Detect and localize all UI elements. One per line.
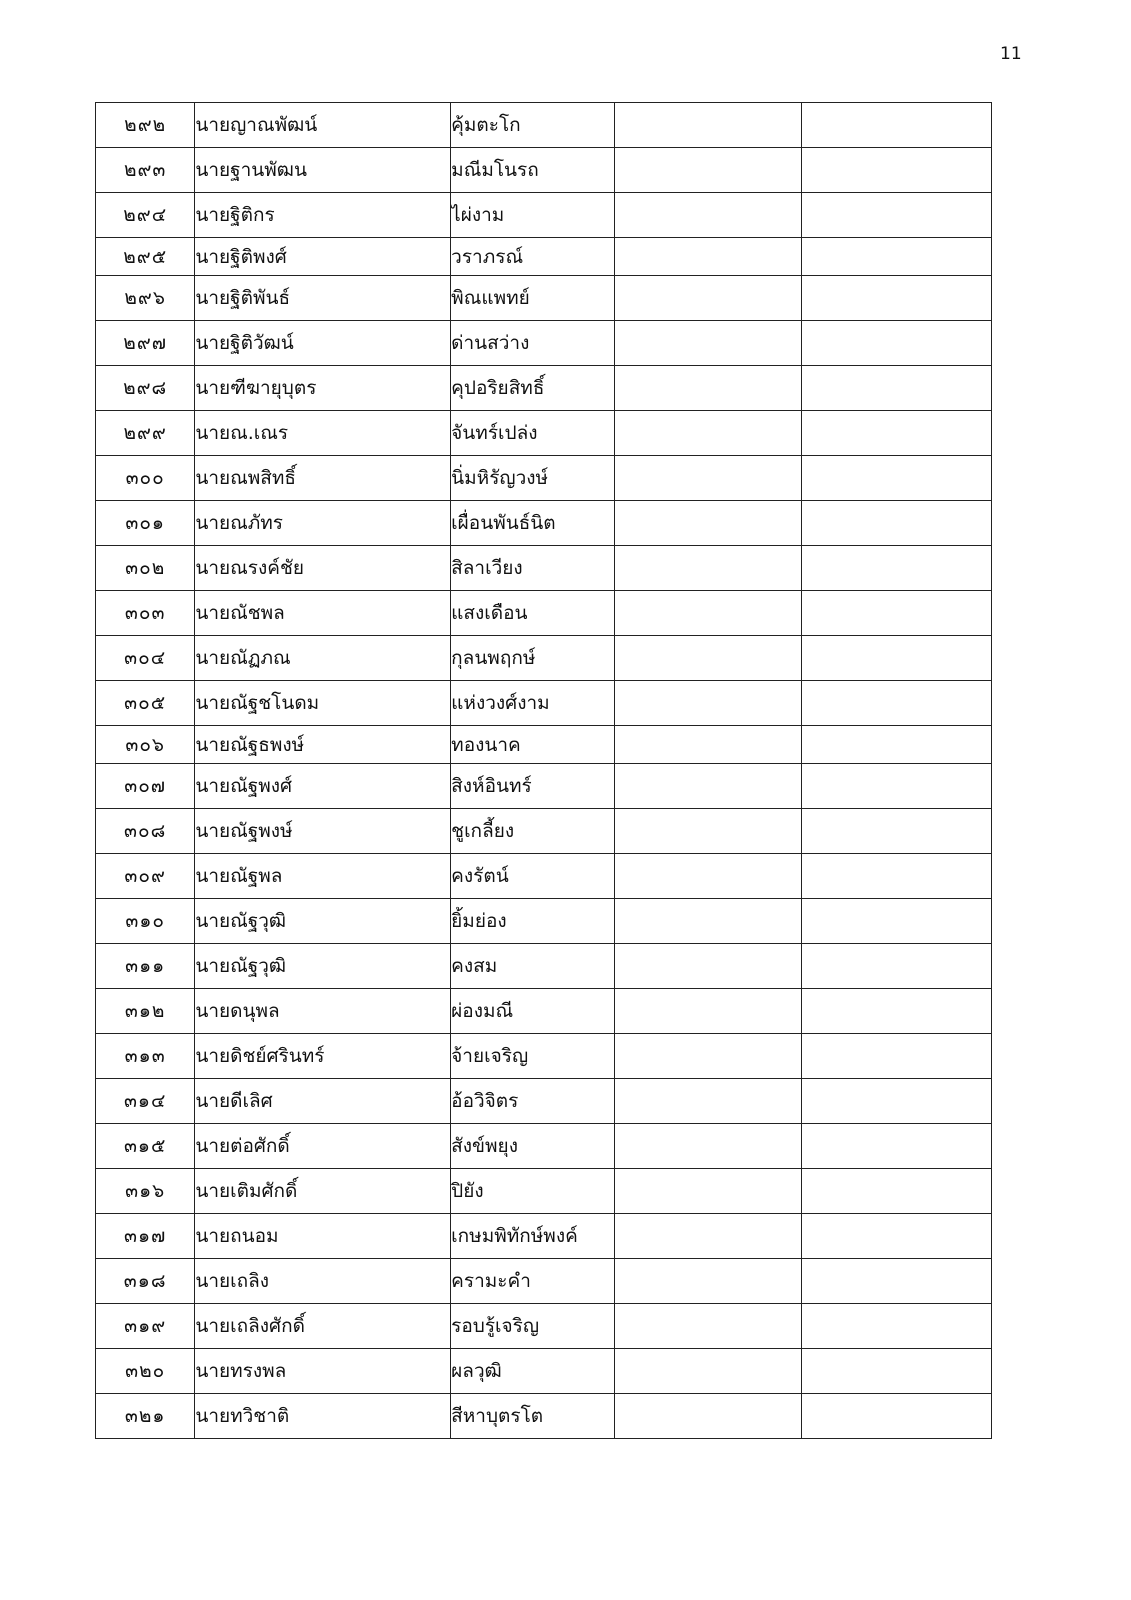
first-name-cell: นายณ.เณร	[195, 411, 451, 456]
empty-cell-1	[614, 854, 802, 899]
last-name-cell: ผ่องมณี	[451, 989, 615, 1034]
empty-cell-2	[802, 501, 992, 546]
table-row	[96, 989, 992, 1034]
row-number-cell: ๒๙๘	[96, 366, 195, 411]
empty-cell-1	[614, 103, 802, 148]
last-name-cell: เผื่อนพันธ์นิต	[451, 501, 615, 546]
empty-cell-2	[802, 276, 992, 321]
first-name-cell: นายฐิติพงศ์	[195, 238, 451, 276]
empty-cell-2	[802, 1124, 992, 1169]
table-row	[96, 1169, 992, 1214]
last-name-cell: อ้อวิจิตร	[451, 1079, 615, 1124]
row-number-cell: ๓๐๓	[96, 591, 195, 636]
empty-cell-1	[614, 456, 802, 501]
first-name-cell: นายณภัทร	[195, 501, 451, 546]
last-name-cell: ไผ่งาม	[451, 193, 615, 238]
table-row	[96, 1214, 992, 1259]
empty-cell-2	[802, 1349, 992, 1394]
empty-cell-1	[614, 1214, 802, 1259]
table-row	[96, 1034, 992, 1079]
first-name-cell: นายณรงค์ชัย	[195, 546, 451, 591]
row-number-cell: ๒๙๗	[96, 321, 195, 366]
table-row	[96, 1394, 992, 1439]
empty-cell-1	[614, 809, 802, 854]
table-row	[96, 103, 992, 148]
table-row	[96, 1259, 992, 1304]
table-row	[96, 899, 992, 944]
empty-cell-1	[614, 501, 802, 546]
empty-cell-2	[802, 546, 992, 591]
last-name-cell: ครามะคำ	[451, 1259, 615, 1304]
row-number-cell: ๓๑๑	[96, 944, 195, 989]
table-row	[96, 1304, 992, 1349]
table-row	[96, 591, 992, 636]
empty-cell-1	[614, 276, 802, 321]
empty-cell-1	[614, 148, 802, 193]
empty-cell-2	[802, 944, 992, 989]
table-row	[96, 546, 992, 591]
row-number-cell: ๓๐๗	[96, 764, 195, 809]
row-number-cell: ๓๑๘	[96, 1259, 195, 1304]
first-name-cell: นายฐิติพันธ์	[195, 276, 451, 321]
table-row	[96, 726, 992, 764]
empty-cell-1	[614, 726, 802, 764]
row-number-cell: ๒๙๕	[96, 238, 195, 276]
empty-cell-2	[802, 1214, 992, 1259]
empty-cell-2	[802, 1259, 992, 1304]
last-name-cell: แสงเดือน	[451, 591, 615, 636]
table-row	[96, 276, 992, 321]
empty-cell-2	[802, 366, 992, 411]
empty-cell-2	[802, 854, 992, 899]
first-name-cell: นายทวิชาติ	[195, 1394, 451, 1439]
last-name-cell: คงรัตน์	[451, 854, 615, 899]
empty-cell-2	[802, 1034, 992, 1079]
empty-cell-1	[614, 1169, 802, 1214]
last-name-cell: สังข์พยุง	[451, 1124, 615, 1169]
first-name-cell: นายต่อศักดิ์	[195, 1124, 451, 1169]
row-number-cell: ๓๑๙	[96, 1304, 195, 1349]
first-name-cell: นายณัฐธพงษ์	[195, 726, 451, 764]
last-name-cell: มณีมโนรถ	[451, 148, 615, 193]
row-number-cell: ๓๑๓	[96, 1034, 195, 1079]
first-name-cell: นายณัฐพงศ์	[195, 764, 451, 809]
first-name-cell: นายณัฐชโนดม	[195, 681, 451, 726]
empty-cell-1	[614, 636, 802, 681]
empty-cell-1	[614, 193, 802, 238]
empty-cell-1	[614, 764, 802, 809]
last-name-cell: รอบรู้เจริญ	[451, 1304, 615, 1349]
empty-cell-2	[802, 148, 992, 193]
empty-cell-2	[802, 726, 992, 764]
last-name-cell: ชูเกลี้ยง	[451, 809, 615, 854]
first-name-cell: นายฐานพัฒน	[195, 148, 451, 193]
table-row	[96, 764, 992, 809]
empty-cell-1	[614, 1304, 802, 1349]
row-number-cell: ๓๐๙	[96, 854, 195, 899]
empty-cell-2	[802, 681, 992, 726]
row-number-cell: ๓๑๐	[96, 899, 195, 944]
empty-cell-2	[802, 103, 992, 148]
row-number-cell: ๓๐๐	[96, 456, 195, 501]
empty-cell-1	[614, 899, 802, 944]
row-number-cell: ๒๙๙	[96, 411, 195, 456]
empty-cell-2	[802, 411, 992, 456]
row-number-cell: ๓๒๑	[96, 1394, 195, 1439]
empty-cell-1	[614, 944, 802, 989]
row-number-cell: ๒๙๔	[96, 193, 195, 238]
empty-cell-1	[614, 321, 802, 366]
row-number-cell: ๓๐๖	[96, 726, 195, 764]
table-row	[96, 456, 992, 501]
empty-cell-1	[614, 366, 802, 411]
last-name-cell: กุลนพฤกษ์	[451, 636, 615, 681]
empty-cell-1	[614, 1349, 802, 1394]
last-name-cell: นิ่มหิรัญวงษ์	[451, 456, 615, 501]
table-row	[96, 681, 992, 726]
empty-cell-1	[614, 1079, 802, 1124]
table-row	[96, 809, 992, 854]
empty-cell-2	[802, 899, 992, 944]
last-name-cell: จันทร์เปล่ง	[451, 411, 615, 456]
first-name-cell: นายณพสิทธิ์	[195, 456, 451, 501]
first-name-cell: นายฐิติวัฒน์	[195, 321, 451, 366]
empty-cell-2	[802, 764, 992, 809]
table-row	[96, 1124, 992, 1169]
first-name-cell: นายดนุพล	[195, 989, 451, 1034]
empty-cell-1	[614, 546, 802, 591]
empty-cell-1	[614, 989, 802, 1034]
last-name-cell: ปิยัง	[451, 1169, 615, 1214]
first-name-cell: นายเถลิงศักดิ์	[195, 1304, 451, 1349]
first-name-cell: นายฑีฆายุบุตร	[195, 366, 451, 411]
table-row	[96, 148, 992, 193]
last-name-cell: จ้ายเจริญ	[451, 1034, 615, 1079]
table-row	[96, 238, 992, 276]
table-row	[96, 1349, 992, 1394]
last-name-cell: พิณแพทย์	[451, 276, 615, 321]
empty-cell-2	[802, 636, 992, 681]
table-row	[96, 944, 992, 989]
last-name-cell: คุ้มตะโก	[451, 103, 615, 148]
last-name-cell: ยิ้มย่อง	[451, 899, 615, 944]
first-name-cell: นายทรงพล	[195, 1349, 451, 1394]
empty-cell-2	[802, 591, 992, 636]
first-name-cell: นายเติมศักดิ์	[195, 1169, 451, 1214]
last-name-cell: คุปอริยสิทธิ์	[451, 366, 615, 411]
row-number-cell: ๓๑๕	[96, 1124, 195, 1169]
last-name-cell: สิลาเวียง	[451, 546, 615, 591]
table-row	[96, 321, 992, 366]
table-row	[96, 854, 992, 899]
first-name-cell: นายณัฏภณ	[195, 636, 451, 681]
empty-cell-1	[614, 1394, 802, 1439]
row-number-cell: ๓๑๔	[96, 1079, 195, 1124]
empty-cell-2	[802, 238, 992, 276]
last-name-cell: เกษมพิทักษ์พงค์	[451, 1214, 615, 1259]
row-number-cell: ๓๑๖	[96, 1169, 195, 1214]
row-number-cell: ๓๐๔	[96, 636, 195, 681]
first-name-cell: นายณัฐพงษ์	[195, 809, 451, 854]
row-number-cell: ๓๐๘	[96, 809, 195, 854]
empty-cell-1	[614, 591, 802, 636]
empty-cell-2	[802, 1394, 992, 1439]
first-name-cell: นายดีเลิศ	[195, 1079, 451, 1124]
first-name-cell: นายณัฐวุฒิ	[195, 899, 451, 944]
row-number-cell: ๒๙๓	[96, 148, 195, 193]
table-row	[96, 411, 992, 456]
table-row	[96, 501, 992, 546]
last-name-cell: ด่านสว่าง	[451, 321, 615, 366]
empty-cell-1	[614, 238, 802, 276]
row-number-cell: ๓๑๗	[96, 1214, 195, 1259]
empty-cell-1	[614, 1034, 802, 1079]
last-name-cell: คงสม	[451, 944, 615, 989]
first-name-cell: นายดิชย์ศรินทร์	[195, 1034, 451, 1079]
empty-cell-2	[802, 193, 992, 238]
row-number-cell: ๓๐๑	[96, 501, 195, 546]
last-name-cell: ทองนาค	[451, 726, 615, 764]
last-name-cell: ผลวุฒิ	[451, 1349, 615, 1394]
empty-cell-2	[802, 1304, 992, 1349]
empty-cell-2	[802, 1169, 992, 1214]
row-number-cell: ๓๒๐	[96, 1349, 195, 1394]
name-list-body	[96, 103, 992, 1439]
first-name-cell: นายฐิติกร	[195, 193, 451, 238]
last-name-cell: วราภรณ์	[451, 238, 615, 276]
first-name-cell: นายถนอม	[195, 1214, 451, 1259]
first-name-cell: นายเถลิง	[195, 1259, 451, 1304]
first-name-cell: นายณัฐวุฒิ	[195, 944, 451, 989]
empty-cell-1	[614, 1124, 802, 1169]
empty-cell-1	[614, 1259, 802, 1304]
table-row	[96, 636, 992, 681]
last-name-cell: สีหาบุตรโต	[451, 1394, 615, 1439]
first-name-cell: นายญาณพัฒน์	[195, 103, 451, 148]
first-name-cell: นายณัชพล	[195, 591, 451, 636]
row-number-cell: ๒๙๖	[96, 276, 195, 321]
table-row	[96, 193, 992, 238]
empty-cell-2	[802, 1079, 992, 1124]
row-number-cell: ๓๑๒	[96, 989, 195, 1034]
page-number: 11	[1000, 44, 1022, 64]
table-row	[96, 366, 992, 411]
row-number-cell: ๒๙๒	[96, 103, 195, 148]
last-name-cell: แห่งวงศ์งาม	[451, 681, 615, 726]
last-name-cell: สิงห์อินทร์	[451, 764, 615, 809]
empty-cell-1	[614, 411, 802, 456]
name-list-table	[95, 102, 992, 1439]
empty-cell-1	[614, 681, 802, 726]
empty-cell-2	[802, 809, 992, 854]
table-row	[96, 1079, 992, 1124]
row-number-cell: ๓๐๕	[96, 681, 195, 726]
empty-cell-2	[802, 321, 992, 366]
empty-cell-2	[802, 456, 992, 501]
row-number-cell: ๓๐๒	[96, 546, 195, 591]
empty-cell-2	[802, 989, 992, 1034]
first-name-cell: นายณัฐพล	[195, 854, 451, 899]
